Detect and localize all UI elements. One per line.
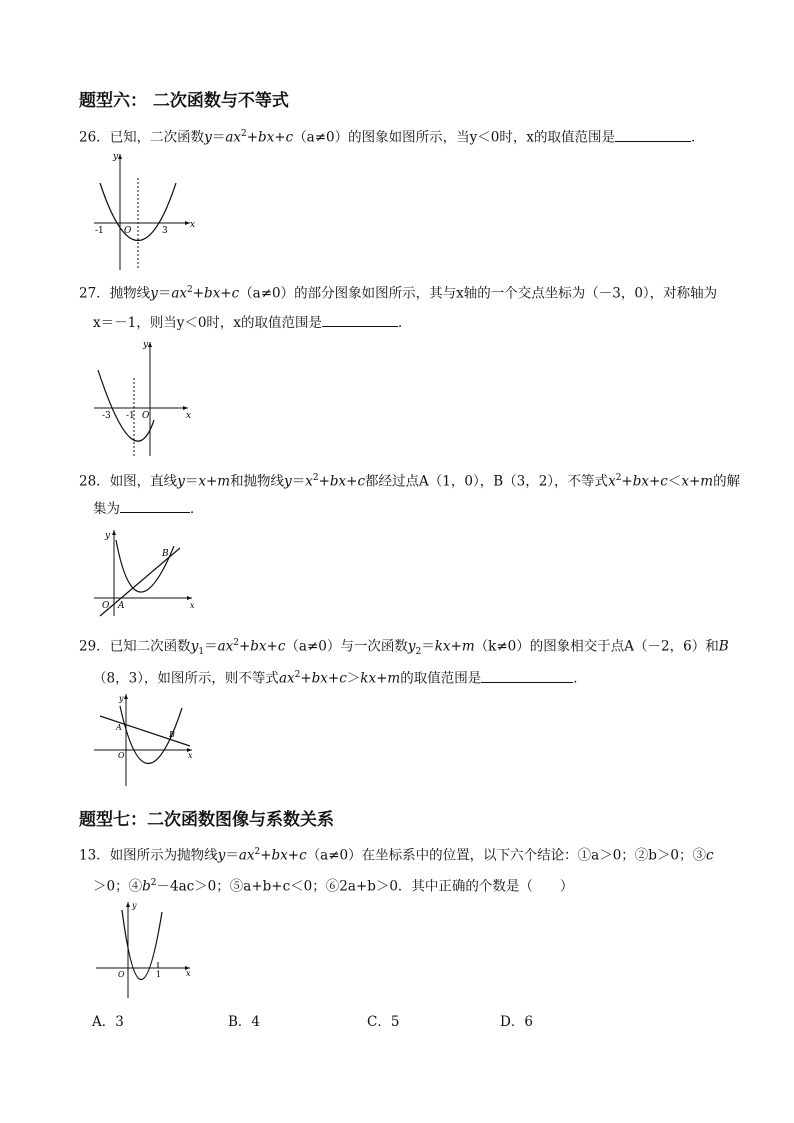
question-number: 13．	[79, 847, 110, 864]
answer-blank[interactable]	[615, 127, 691, 142]
question-27-line-2: x＝－1，则当y＜0时，x的取值范围是 ．	[93, 312, 412, 333]
graph-q13	[92, 898, 197, 1003]
question-number: 28．	[79, 473, 110, 490]
option-b[interactable]: B．4	[228, 1014, 261, 1030]
question-number: 29．	[79, 638, 110, 655]
option-c[interactable]: C．5	[367, 1014, 400, 1030]
point-label-a: A	[118, 601, 125, 611]
axis-label-y: y	[132, 901, 137, 910]
tick-label: -1	[95, 226, 104, 236]
axis-label-x: x	[186, 411, 192, 421]
axis-label-y: y	[105, 531, 111, 541]
section-title-7: 题型七：二次函数图像与系数关系	[79, 810, 334, 830]
answer-blank[interactable]	[120, 498, 190, 513]
answer-blank[interactable]	[481, 668, 573, 683]
answer-blank[interactable]	[322, 312, 398, 327]
origin-label: O	[118, 970, 125, 979]
point-label-a: A	[116, 723, 122, 732]
origin-label: O	[102, 601, 110, 611]
axis-label-y: y	[113, 152, 119, 162]
axis-label-y: y	[119, 694, 124, 703]
point-label-b: B	[169, 730, 175, 739]
question-26-line-1: 26．已知，二次函数$y=ax^2+bx+c(a\ne 0)$的图象如图所示，当y＜0时，x的取值范围是 ．	[79, 124, 704, 148]
question-27-line-1: 27．抛物线$y=ax^2+bx+c(a\ne 0)$的部分图象如图所示，其与x轴的一个交点坐标为（－3，0），对称轴为	[79, 285, 718, 302]
origin-label: O	[124, 226, 132, 236]
question-13-line-2: ＞0；$④b^2-4ac>0$；⑤a+b+c＜0；⑥2a+b＞0．其中正确的个数是（ ）	[93, 878, 574, 895]
graph-q27	[90, 338, 200, 463]
option-d[interactable]: D．6	[500, 1014, 533, 1030]
axis-label-x: x	[188, 751, 193, 760]
question-13-line-1: 13．如图所示为抛物线$y=ax^2+bx+c(a\ne 0)$在坐标系中的位置，以下六个结论：①a＞0；②b＞0；③c	[79, 847, 714, 864]
graph-q29	[90, 690, 200, 790]
question-29-line-2: （8，3），如图所示，则不等式$ax^2+bx+c>kx+m$的取值范围是 ．	[93, 665, 587, 689]
point-label-b: B	[162, 549, 169, 559]
tick-label: 3	[162, 226, 168, 236]
origin-label: O	[118, 751, 125, 760]
question-28-line-1: 28．如图，直线y＝x+m和抛物线$y=x^2+bx+c$都经过点A（1，0），B（3，2），不等式$x^2+bx+c<x+m$的解	[79, 473, 741, 490]
graph-q28	[90, 526, 200, 621]
section-title-6: 题型六： 二次函数与不等式	[79, 91, 289, 111]
axis-label-x: x	[190, 220, 196, 230]
question-number: 26．	[79, 129, 110, 146]
axis-label-y: y	[143, 340, 149, 350]
question-number: 27．	[79, 285, 110, 302]
question-29-line-1: 29．已知二次函数$y_1=ax^2+bx+c(a\ne 0)$与一次函数$y_2=kx+m(k\ne 0)$的图象相交于点A（－2，6）和B	[79, 638, 729, 658]
tick-label: 1	[156, 970, 162, 979]
origin-label: O	[142, 411, 150, 421]
question-28-line-2: 集为 ．	[93, 498, 204, 519]
axis-label-x: x	[186, 969, 191, 978]
tick-label: -3	[102, 411, 111, 421]
option-a[interactable]: A．3	[92, 1014, 124, 1030]
tick-label: -1	[126, 411, 135, 421]
axis-label-x: x	[190, 601, 195, 610]
graph-q26	[90, 148, 200, 273]
